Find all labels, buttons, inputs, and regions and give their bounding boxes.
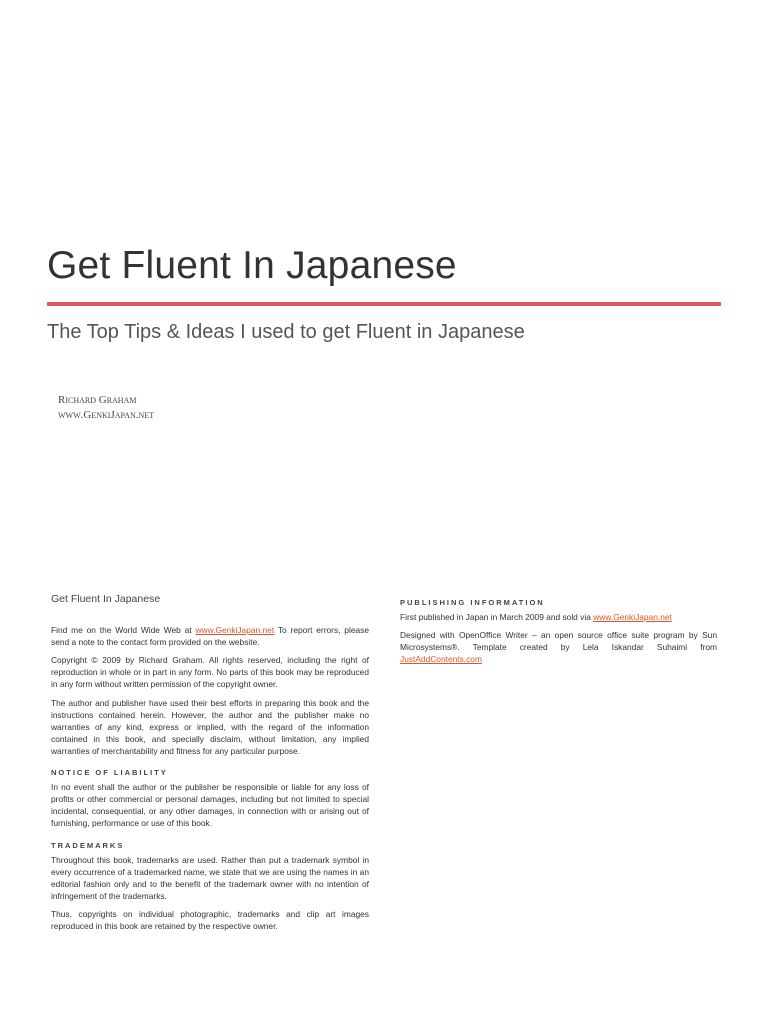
trademarks-heading: TRADEMARKS [51, 840, 125, 850]
title-divider [47, 302, 721, 306]
colophon-column [51, 593, 369, 938]
genkijapan-link[interactable]: www.GenkiJapan.net [195, 625, 275, 636]
first-published-paragraph [400, 611, 717, 623]
author-block [58, 393, 154, 423]
find-me-prefix: Find me on the World Wide Web at [51, 625, 196, 636]
book-title: Get Fluent In Japanese [47, 244, 457, 287]
justaddcontents-link[interactable]: JustAddContents.com [400, 654, 482, 665]
copyrights-paragraph: Thus, copyrights on individual photographic, trademarks and clip art images reproduced in this book are retained by the respective owner. [51, 908, 369, 932]
liability-paragraph: In no event shall the author or the publisher be responsible or liable for any loss of profits or other commercial or personal damages, including but not limited to special incidental, consequential, or any other damages, in connection with or arising out of furnishing, performance or use of this book. [51, 782, 369, 829]
find-me-paragraph [51, 624, 369, 648]
effort-paragraph: The author and publisher have used their best efforts in preparing this book and the instructions contained herein. However, the author and the publisher make no warranties of any kind, express or implied, with the regard of the information contained in this book, and specially disclaim, without limitation, any implied warranties of merchantability and fitness for any particular purpose. [51, 697, 369, 756]
author-name: Richard Graham [58, 394, 137, 406]
first-published-prefix: First published in Japan in March 2009 and sold via [400, 612, 594, 623]
publishing-heading: PUBLISHING INFORMATION [400, 598, 545, 607]
designed-paragraph [400, 629, 717, 665]
designed-text: Designed with OpenOffice Writer – an open source office suite program by Sun Microsystems®. Template created by Lela Iskandar Suhaimi from [400, 630, 717, 653]
liability-heading: NOTICE OF LIABILITY [51, 768, 168, 778]
publishing-column [400, 597, 717, 671]
copyright-paragraph: Copyright © 2009 by Richard Graham. All rights reserved, including the right of reproduction in whole or in part in any form. No parts of this book may be reproduced in any form without written permission of the copyright owner. [51, 655, 369, 690]
author-website: www.GenkiJapan.net [58, 409, 155, 421]
genkijapan-link-2[interactable]: www.GenkiJapan.net [593, 612, 672, 623]
colophon-book-title: Get Fluent In Japanese [51, 593, 161, 605]
find-me-suffix: To report errors, please send a note to the contact form provided on the website. [51, 625, 369, 648]
book-subtitle: The Top Tips & Ideas I used to get Fluent in Japanese [47, 321, 525, 343]
trademarks-paragraph: Throughout this book, trademarks are used. Rather than put a trademark symbol in every occurrence of a trademarked name, we state that we are using the names in an editorial fashion only and to the benefit of the trademark owner with no intention of infringement of the trademarks. [51, 854, 369, 901]
